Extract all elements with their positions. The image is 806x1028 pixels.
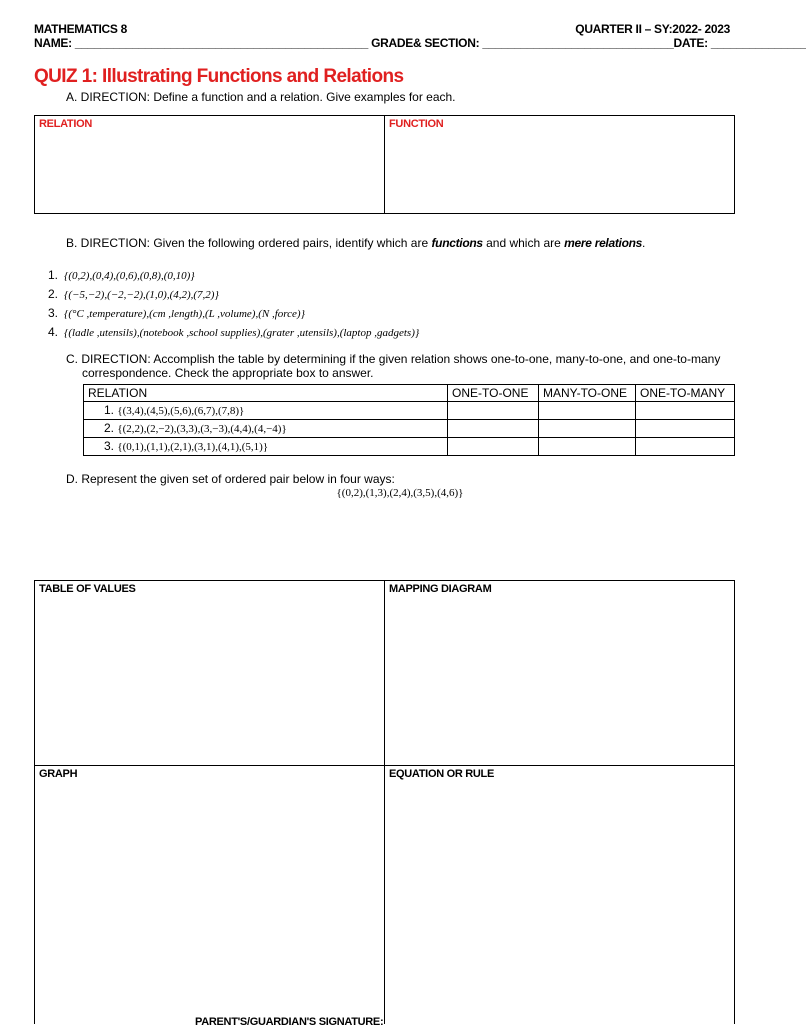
relation-function-box (34, 115, 735, 214)
section-d-direction: D. Represent the given set of ordered pair below in four ways: (66, 472, 395, 486)
list-item (48, 285, 419, 304)
item-number: 4. (48, 325, 59, 339)
item-number: 1. (48, 268, 59, 282)
mere-relations-emphasis: mere relations (564, 236, 643, 250)
list-item (48, 266, 419, 285)
one-to-many-column-header: ONE-TO-MANY (636, 385, 735, 402)
date-field[interactable]: DATE: _______________ (673, 36, 806, 50)
many-to-one-checkbox[interactable] (539, 402, 636, 420)
list-item (48, 323, 419, 342)
many-to-one-checkbox[interactable] (539, 420, 636, 438)
relation-cell (84, 420, 448, 438)
one-to-one-checkbox[interactable] (448, 420, 539, 438)
relation-cell (84, 438, 448, 456)
section-b-direction-prefix: B. DIRECTION: Given the following ordered pairs, identify which are (66, 236, 432, 250)
ordered-pairs: {(0,2),(0,4),(0,6),(0,8),(0,10)} (64, 270, 195, 282)
relation-column-header: RELATION (84, 385, 448, 402)
relation-set: {(2,2),(2,−2),(3,3),(3,−3),(4,4),(4,−4)} (117, 423, 287, 435)
one-to-many-checkbox[interactable] (636, 402, 735, 420)
table-header-row (84, 385, 735, 402)
section-c-direction-line1: C. DIRECTION: Accomplish the table by determining if the given relation shows one-to-one, many-to-one, and one-to-many (66, 352, 721, 366)
many-to-one-column-header: MANY-TO-ONE (539, 385, 636, 402)
section-a-direction: A. DIRECTION: Define a function and a relation. Give examples for each. (66, 90, 456, 104)
equation-or-rule-label: EQUATION OR RULE (389, 768, 494, 780)
item-number: 2. (48, 287, 59, 301)
graph-box[interactable] (35, 766, 385, 1024)
parent-signature-label: PARENT'S/GUARDIAN'S SIGNATURE: (195, 1016, 384, 1028)
one-to-one-checkbox[interactable] (448, 438, 539, 456)
table-of-values-label: TABLE OF VALUES (39, 583, 136, 595)
given-ordered-pair-set: {(0,2),(1,3),(2,4),(3,5),(4,6)} (336, 487, 464, 499)
section-b-direction (66, 236, 645, 250)
relation-cell (84, 402, 448, 420)
function-answer-box[interactable] (385, 116, 734, 213)
relation-set: {(3,4),(4,5),(5,6),(6,7),(7,8)} (117, 405, 245, 417)
mapping-diagram-label: MAPPING DIAGRAM (389, 583, 492, 595)
table-row (84, 402, 735, 420)
section-b-direction-mid: and which are (482, 236, 565, 250)
document-header (34, 22, 806, 52)
name-field[interactable]: NAME: ______________________________________________ (34, 36, 369, 50)
one-to-many-checkbox[interactable] (636, 420, 735, 438)
functions-emphasis: functions (431, 236, 483, 250)
relation-label: RELATION (39, 118, 93, 130)
table-row (84, 438, 735, 456)
table-row (84, 420, 735, 438)
one-to-one-column-header: ONE-TO-ONE (448, 385, 539, 402)
many-to-one-checkbox[interactable] (539, 438, 636, 456)
correspondence-table (83, 384, 735, 456)
quarter-label: QUARTER II – SY:2022- 2023 (575, 22, 730, 36)
relation-set: {(0,1),(1,1),(2,1),(3,1),(4,1),(5,1)} (117, 441, 269, 453)
ordered-pairs: {(°C ,temperature),(cm ,length),(L ,volume),(N ,force)} (64, 308, 305, 320)
representation-grid (34, 580, 735, 1024)
list-item (48, 304, 419, 323)
relation-answer-box[interactable] (35, 116, 385, 213)
section-b-direction-end: . (642, 236, 646, 250)
section-c-direction-line2: correspondence. Check the appropriate box to answer. (82, 366, 374, 380)
function-label: FUNCTION (389, 118, 444, 130)
grade-section-field[interactable]: GRADE& SECTION: ______________________________ (371, 36, 674, 50)
section-c-direction (66, 352, 736, 380)
one-to-one-checkbox[interactable] (448, 402, 539, 420)
quiz-title: QUIZ 1: Illustrating Functions and Relations (34, 66, 404, 87)
ordered-pairs: {(ladle ,utensils),(notebook ,school supplies),(grater ,utensils),(laptop ,gadgets)} (64, 327, 420, 339)
ordered-pairs-list (48, 266, 419, 342)
row-number: 1. (104, 403, 115, 417)
mapping-diagram-box[interactable] (385, 581, 734, 766)
graph-label: GRAPH (39, 768, 78, 780)
item-number: 3. (48, 306, 59, 320)
subject-label: MATHEMATICS 8 (34, 22, 127, 36)
one-to-many-checkbox[interactable] (636, 438, 735, 456)
table-of-values-box[interactable] (35, 581, 385, 766)
row-number: 2. (104, 421, 115, 435)
row-number: 3. (104, 439, 115, 453)
equation-or-rule-box[interactable] (385, 766, 734, 1024)
ordered-pairs: {(−5,−2),(−2,−2),(1,0),(4,2),(7,2)} (64, 289, 219, 301)
